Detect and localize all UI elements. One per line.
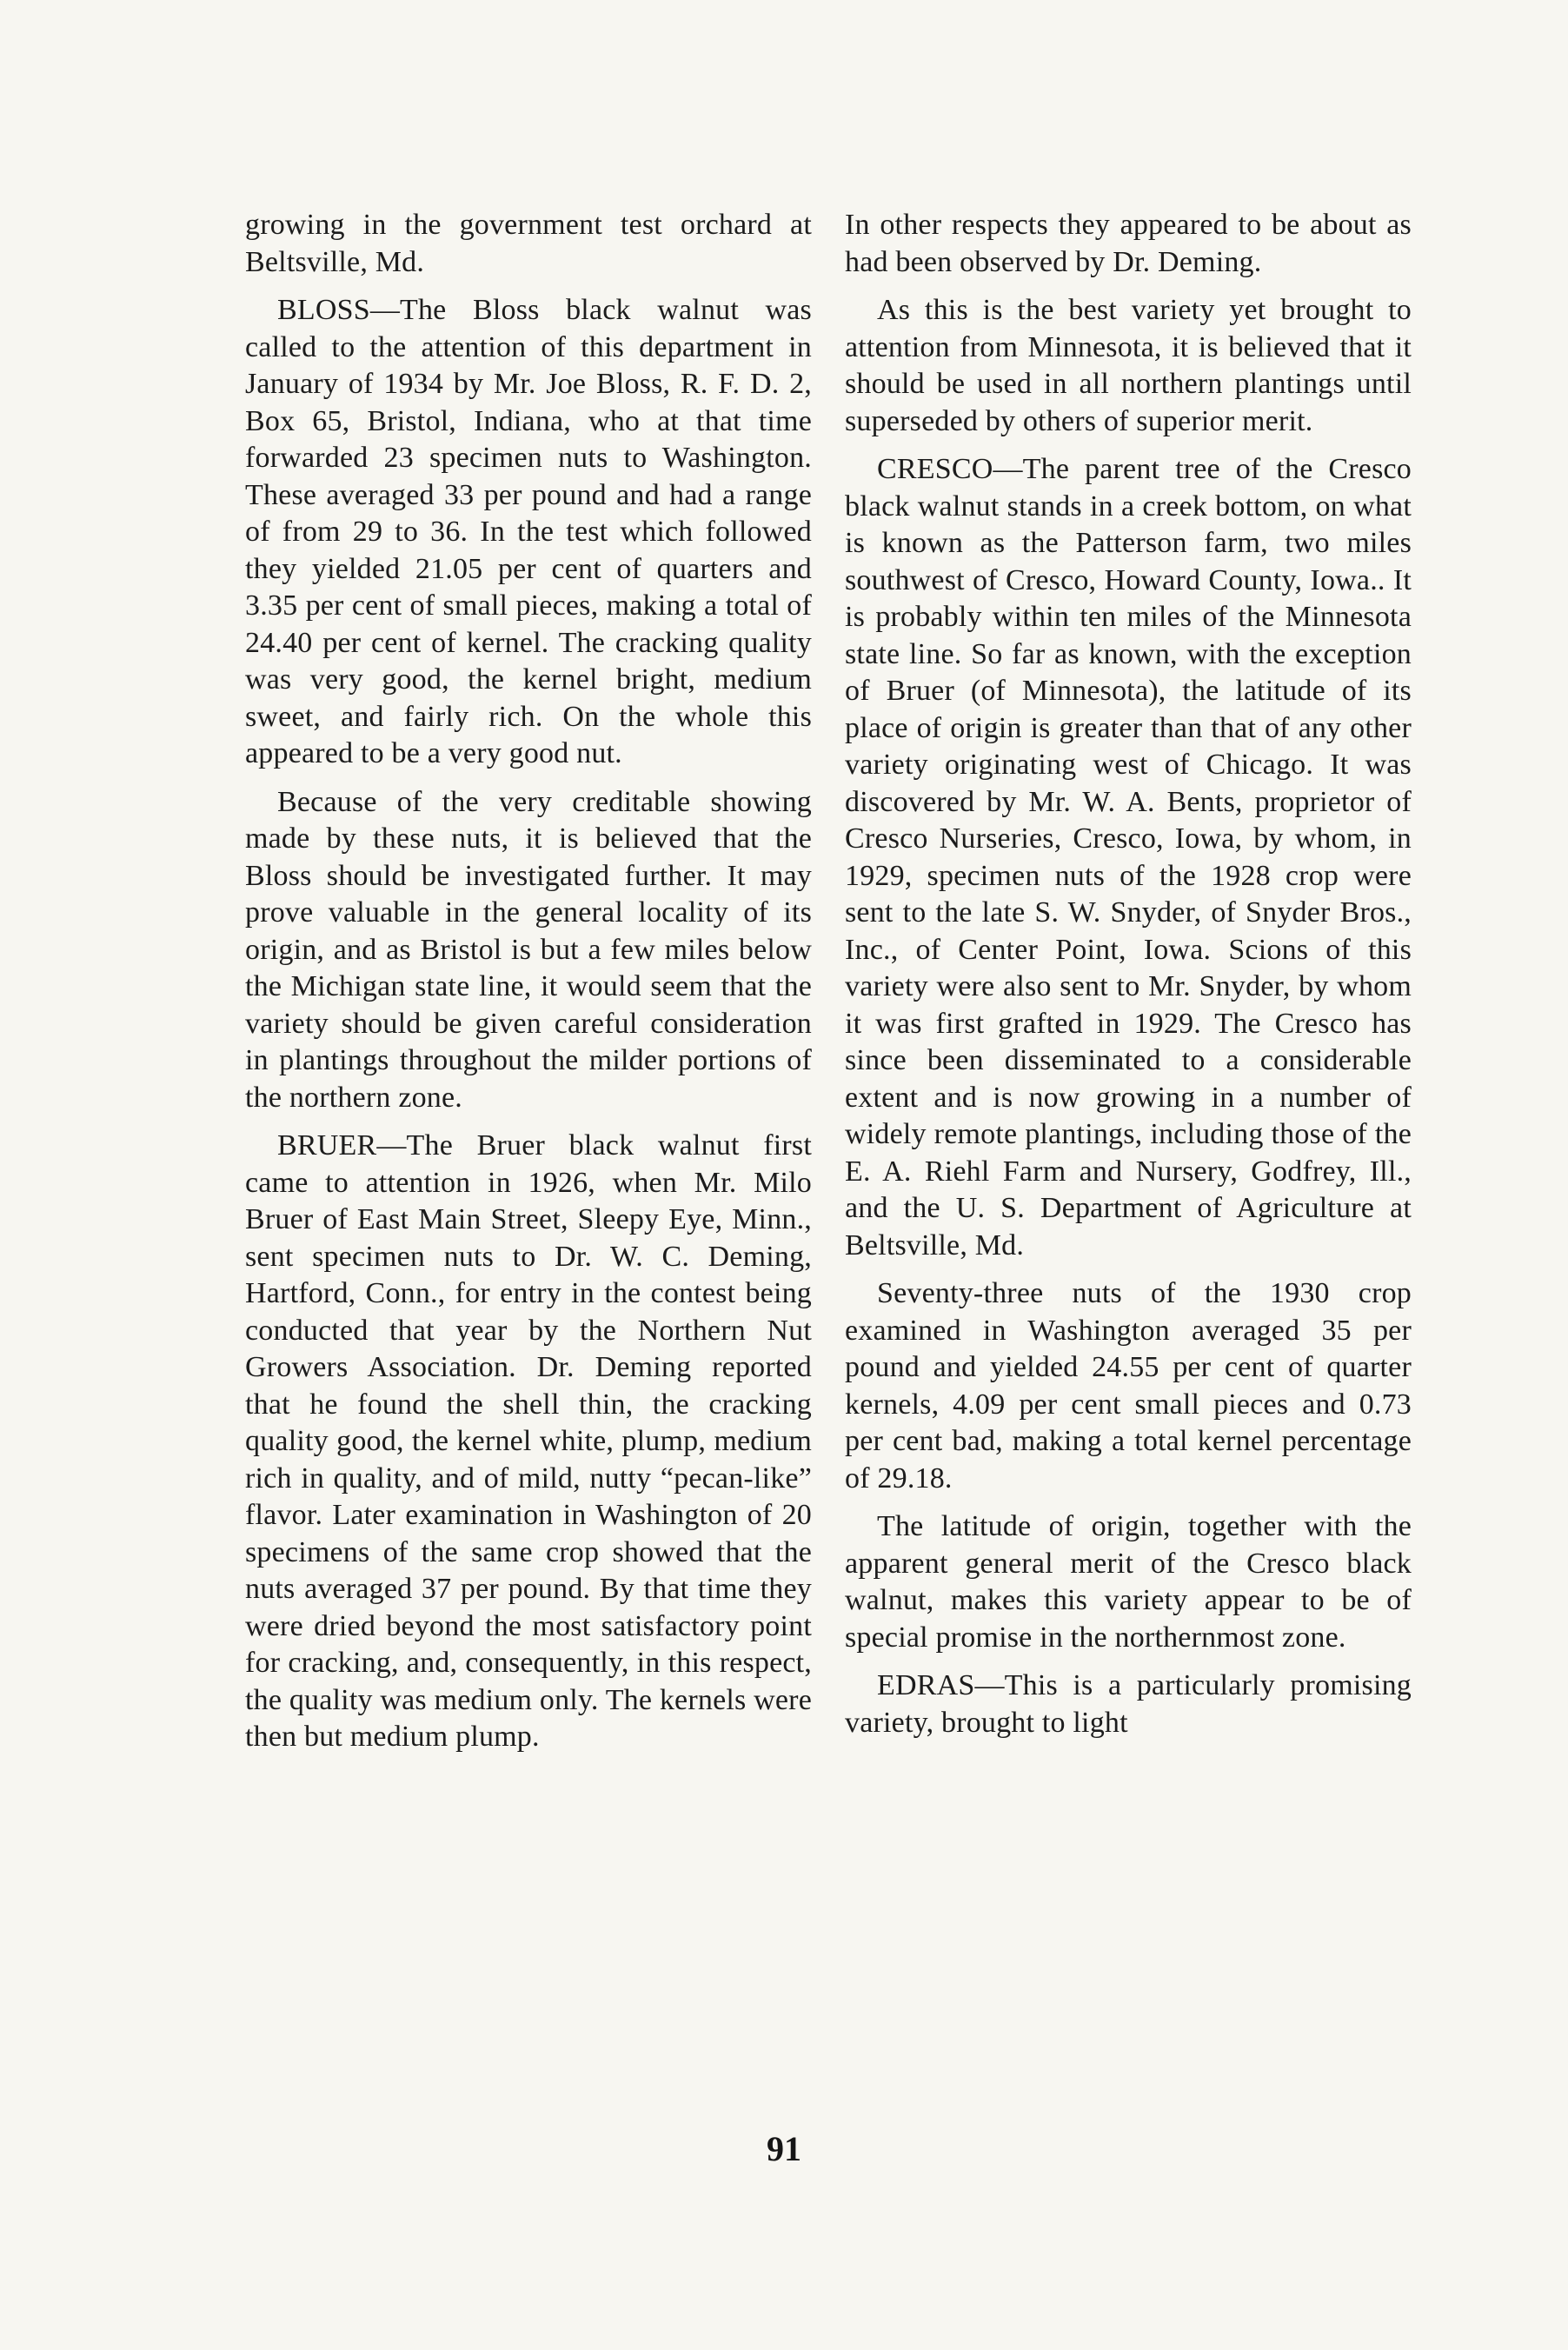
paragraph-cresco: CRESCO—The parent tree of the Cresco black walnut stands in a creek bottom, on what is known as the Patterson farm, two miles southwest of Cresco, Howard County, Iowa.. It is probably within ten miles of the Minnesota state line. So far as known, with the exception of Bruer (of Minnesota), the latitude of its place of origin is greater than that of any other variety originating west of Chicago. It was discovered by Mr. W. A. Bents, proprietor of Cresco Nurseries, Cresco, Iowa, by whom, in 1929, specimen nuts of the 1928 crop were sent to the late S. W. Snyder, of Snyder Bros., Inc., of Center Point, Iowa. Scions of this variety were also sent to Mr. Snyder, by whom it was first grafted in 1929. The Cresco has since been disseminated to a considerable extent and is now growing in a number of widely remote plantings, including those of the E. A. Riehl Farm and Nursery, Godfrey, Ill., and the U. S. Department of Agriculture at Beltsville, Md.	[845, 453, 1412, 1262]
paragraph-bruer-recommendation: As this is the best variety yet brought to attention from Minnesota, it is believed that it should be used in all northern plantings until superseded by others of superior merit.	[845, 294, 1412, 437]
paragraph-cresco-test-results: Seventy-three nuts of the 1930 crop examined in Washington averaged 35 per pound and yielded 24.55 per cent of quarter kernels, 4.09 per cent small pieces and 0.73 per cent bad, making a total kernel percentage of 29.18.	[845, 1277, 1412, 1495]
paragraph-bloss-recommendation: Because of the very creditable showing made by these nuts, it is believed that the Bloss should be investigated further. It may prove valuable in the general locality of its origin, and as Bristol is but a few miles below the Michigan state line, it would seem that the variety should be given careful consideration in plantings throughout the milder portions of the northern zone.	[245, 785, 812, 1114]
right-column	[845, 207, 1412, 1753]
paragraph-cresco-latitude: The latitude of origin, together with the apparent general merit of the Cresco black walnut, makes this variety appear to be of special promise in the northernmost zone.	[845, 1510, 1412, 1654]
paragraph-bruer-continuation: In other respects they appeared to be about as had been observed by Dr. Deming.	[845, 209, 1412, 278]
paragraph-bruer: BRUER—The Bruer black walnut first came to attention in 1926, when Mr. Milo Bruer of East Main Street, Sleepy Eye, Minn., sent specimen nuts to Dr. W. C. Deming, Hartford, Conn., for entry in the contest being conducted that year by the Northern Nut Growers Association. Dr. Deming reported that he found the shell thin, the cracking quality good, the kernel white, plump, medium rich in quality, and of mild, nutty “pecan-like” flavor. Later examination in Washington of 20 specimens of the same crop showed that the nuts averaged 37 per pound. By that time they were dried beyond the most satisfactory point for cracking, and, consequently, in this respect, the quality was medium only. The kernels were then but medium plump.	[245, 1129, 812, 1753]
left-column	[245, 207, 812, 1767]
paragraph-edras: EDRAS—This is a particularly promising variety, brought to light	[845, 1669, 1412, 1739]
page-number: 91	[767, 2129, 801, 2168]
paragraph-bloss: BLOSS—The Bloss black walnut was called to the attention of this department in January of 1934 by Mr. Joe Bloss, R. F. D. 2, Box 65, Bristol, Indiana, who at that time forwarded 23 specimen nuts to Washington. These averaged 33 per pound and had a range of from 29 to 36. In the test which followed they yielded 21.05 per cent of quarters and 3.35 per cent of small pieces, making a total of 24.40 per cent of kernel. The cracking quality was very good, the kernel bright, medium sweet, and fairly rich. On the whole this appeared to be a very good nut.	[245, 294, 812, 769]
paragraph-orchard-continuation: growing in the government test orchard at Beltsville, Md.	[245, 209, 812, 278]
